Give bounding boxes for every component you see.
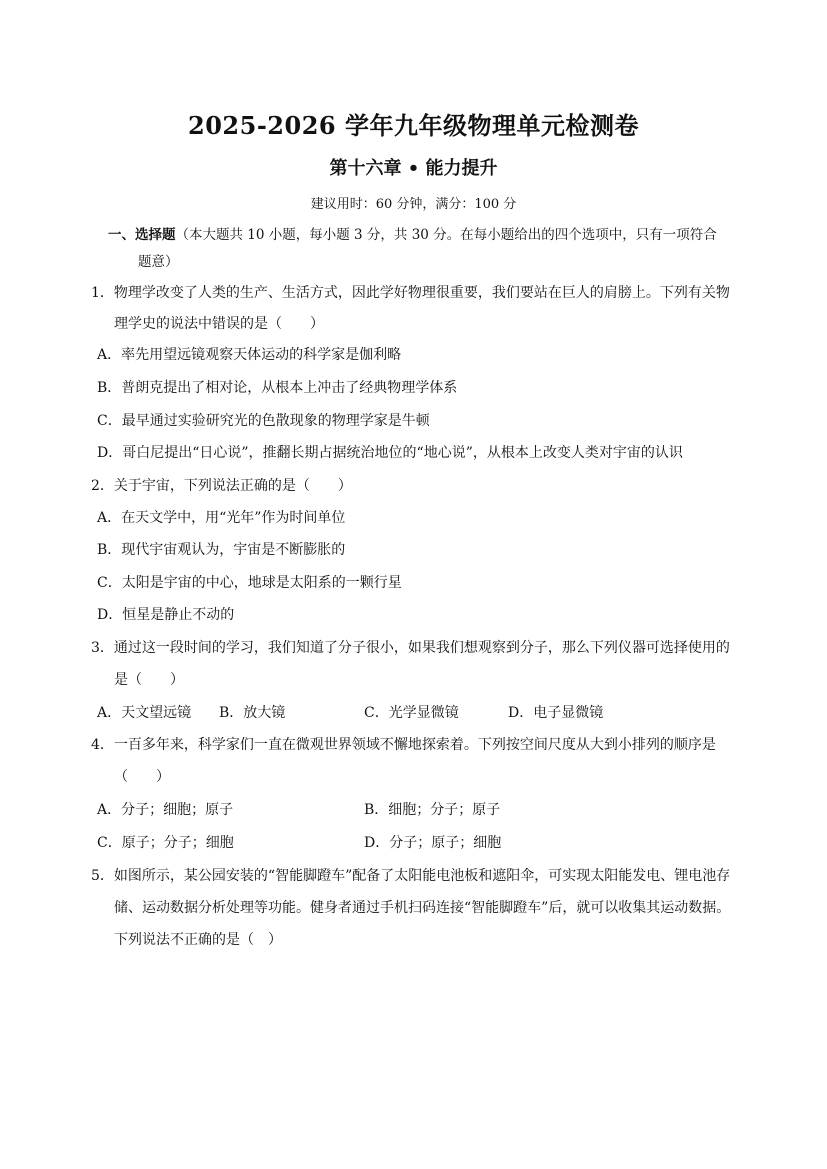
section-heading-bold: 一、选择题 xyxy=(108,227,176,243)
question-1-stem: 1．物理学改变了人类的生产、生活方式，因此学好物理很重要，我们要站在巨人的肩膀上。下列有关物 xyxy=(91,285,730,301)
question-4-stem-cont: （ ） xyxy=(114,769,170,785)
question-5-stem: 5．如图所示，某公园安装的“智能脚蹬车”配备了太阳能电池板和遮阳伞，可实现太阳能发电、锂电池存 xyxy=(91,868,731,884)
section-heading-rest: （本大题共 10 小题，每小题 3 分，共 30 分。在每小题给出的四个选项中，只有一项符合 xyxy=(175,227,717,243)
question-1-option-d: D．哥白尼提出“日心说”，推翻长期占据统治地位的“地心说”，从根本上改变人类对宇宙的认识 xyxy=(97,445,683,461)
question-1-option-b: B．普朗克提出了相对论，从根本上冲击了经典物理学体系 xyxy=(97,380,458,396)
page-subtitle: 第十六章 • 能力提升 xyxy=(329,158,498,179)
question-3-option-c: C．光学显微镜 xyxy=(364,705,459,721)
question-5-stem-cont: 储、运动数据分析处理等功能。健身者通过手机扫码连接“智能脚蹬车”后，就可以收集其运动数据。 xyxy=(114,900,731,916)
question-3-option-d: D．电子显微镜 xyxy=(508,705,604,721)
question-3-option-a: A．天文望远镜 xyxy=(97,705,192,721)
question-3-option-b: B．放大镜 xyxy=(219,705,286,721)
section-heading-cont: 题意） xyxy=(138,254,179,270)
question-4-option-b: B．细胞；分子；原子 xyxy=(364,802,501,818)
question-2-option-d: D．恒星是静止不动的 xyxy=(97,607,235,623)
question-4-option-c: C．原子；分子；细胞 xyxy=(97,835,234,851)
section-heading xyxy=(108,225,717,245)
question-1-option-a: A．率先用望远镜观察天体运动的科学家是伽利略 xyxy=(97,347,402,363)
page-title: 2025-2026 学年九年级物理单元检测卷 xyxy=(188,111,639,140)
question-2-option-c: C．太阳是宇宙的中心，地球是太阳系的一颗行星 xyxy=(97,575,402,591)
question-2-option-b: B．现代宇宙观认为，宇宙是不断膨胀的 xyxy=(97,542,346,558)
question-4-option-d: D．分子；原子；细胞 xyxy=(364,835,502,851)
time-info: 建议用时：60 分钟，满分：100 分 xyxy=(310,197,517,212)
question-1-stem-cont: 理学史的说法中错误的是（ ） xyxy=(114,316,324,332)
question-1-option-c: C．最早通过实验研究光的色散现象的物理学家是牛顿 xyxy=(97,413,430,429)
question-4-stem: 4．一百多年来，科学家们一直在微观世界领域不懈地探索着。下列按空间尺度从大到小排列的顺序是 xyxy=(91,737,716,753)
question-4-option-a: A．分子；细胞；原子 xyxy=(97,802,234,818)
question-5-stem-cont-2: 下列说法不正确的是（ ） xyxy=(114,932,282,948)
question-3-stem: 3．通过这一段时间的学习，我们知道了分子很小，如果我们想观察到分子，那么下列仪器可选择使用的 xyxy=(91,640,730,656)
question-3-stem-cont: 是（ ） xyxy=(114,672,184,688)
question-2-option-a: A．在天文学中，用“光年”作为时间单位 xyxy=(97,510,346,526)
question-2-stem: 2．关于宇宙，下列说法正确的是（ ） xyxy=(91,478,352,494)
